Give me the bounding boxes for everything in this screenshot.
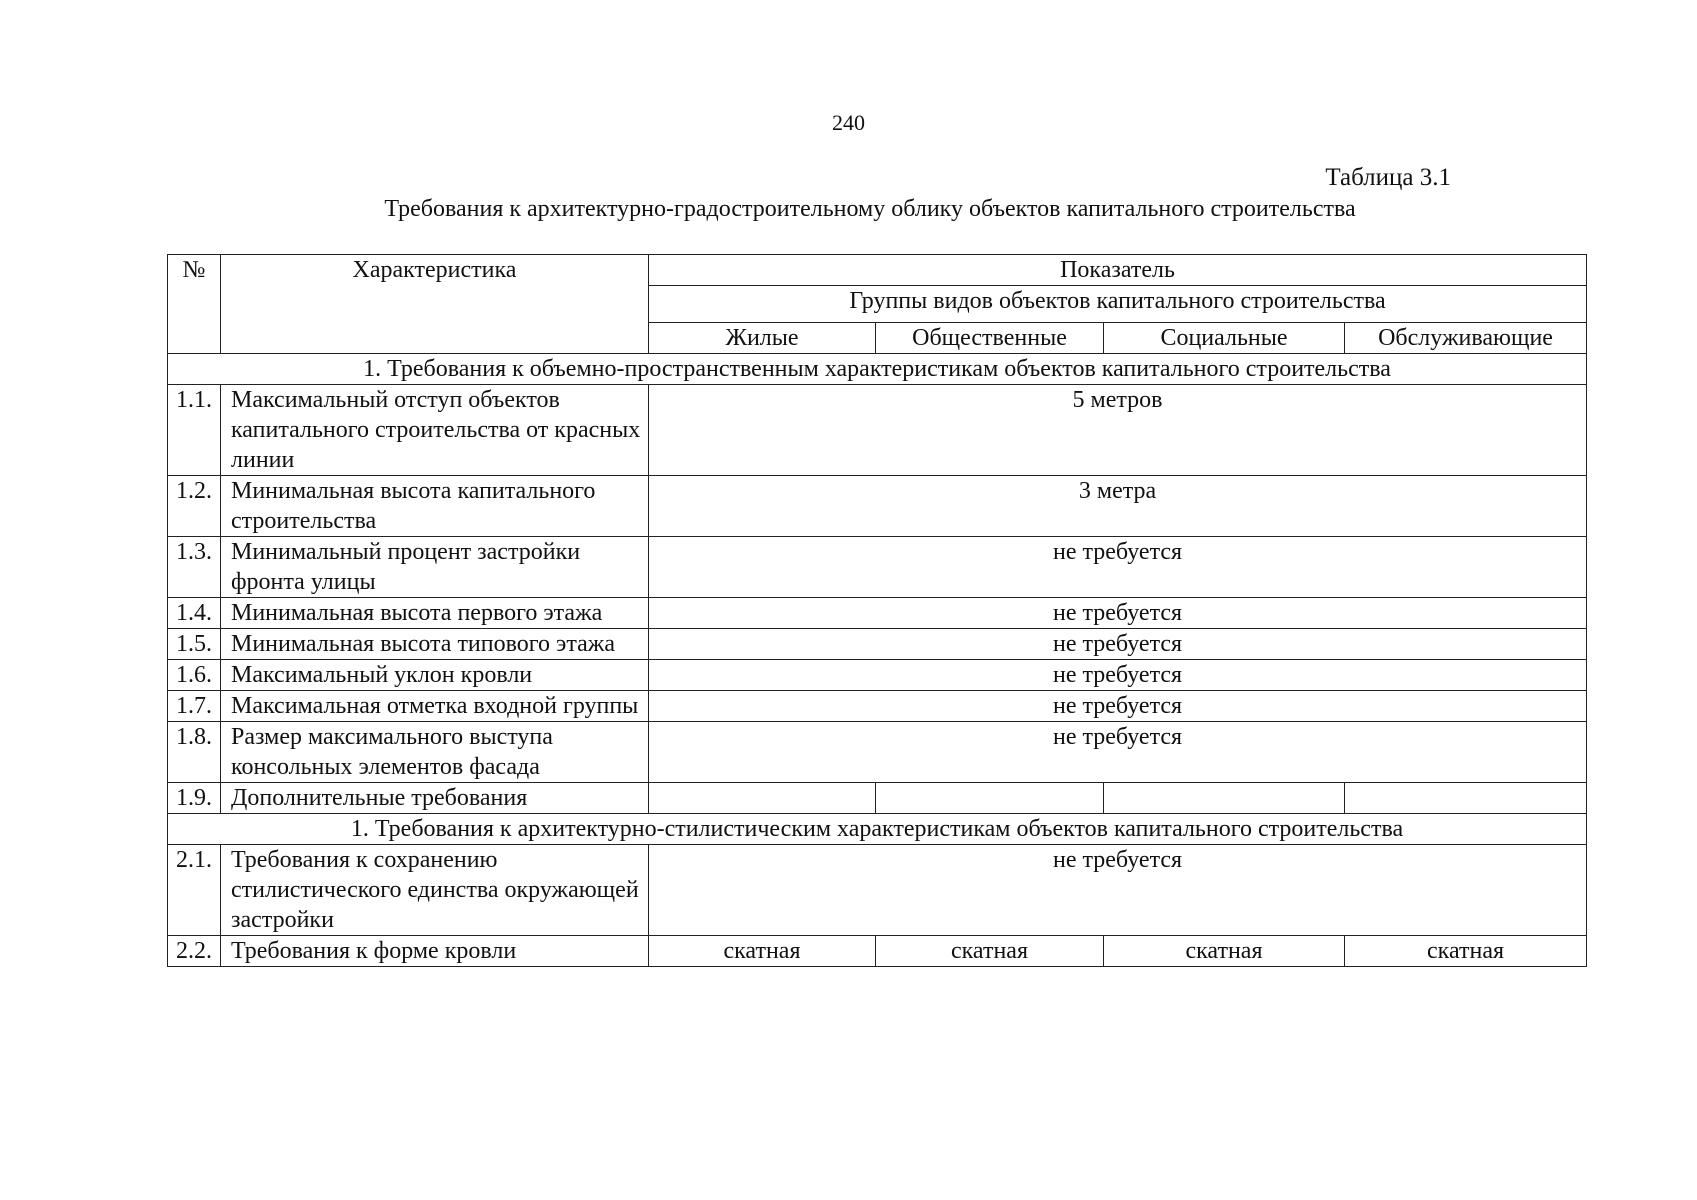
header-num: № — [168, 255, 221, 354]
table-title: Требования к архитектурно-градостроительному облику объектов капитального строительства — [384, 196, 1356, 222]
row-num: 1.5. — [168, 629, 221, 660]
row-value: скатная — [649, 936, 876, 967]
empty-cell — [1104, 783, 1345, 814]
row-label: Дополнительные требования — [221, 783, 649, 814]
row-value: не требуется — [649, 537, 1587, 598]
row-value: 5 метров — [649, 385, 1587, 476]
header-col-service: Обслуживающие — [1345, 323, 1587, 354]
section-row — [168, 354, 1587, 385]
row-label: Требования к форме кровли — [221, 936, 649, 967]
row-label: Максимальный отступ объектов капитального строительства от красных линии — [221, 385, 649, 476]
row-value: не требуется — [649, 660, 1587, 691]
table-row — [168, 660, 1587, 691]
table-row — [168, 783, 1587, 814]
row-value: не требуется — [649, 722, 1587, 783]
row-label: Минимальная высота первого этажа — [221, 598, 649, 629]
section-title: 1. Требования к объемно-пространственным характеристикам объектов капитального строительства — [168, 354, 1587, 385]
table-label: Таблица 3.1 — [1325, 164, 1451, 191]
row-label: Минимальная высота типового этажа — [221, 629, 649, 660]
header-groups: Группы видов объектов капитального строительства — [649, 286, 1587, 323]
row-label: Минимальная высота капитального строительства — [221, 476, 649, 537]
row-value: не требуется — [649, 629, 1587, 660]
row-value: скатная — [876, 936, 1104, 967]
row-value: скатная — [1345, 936, 1587, 967]
requirements-table — [167, 254, 1587, 967]
table-row — [168, 722, 1587, 783]
table-row — [168, 936, 1587, 967]
table-row — [168, 845, 1587, 936]
header-indicator: Показатель — [649, 255, 1587, 286]
row-num: 2.2. — [168, 936, 221, 967]
table-row — [168, 598, 1587, 629]
row-num: 1.8. — [168, 722, 221, 783]
table-header-row — [168, 255, 1587, 286]
row-num: 2.1. — [168, 845, 221, 936]
table-row — [168, 476, 1587, 537]
row-value: не требуется — [649, 598, 1587, 629]
row-num: 1.9. — [168, 783, 221, 814]
row-value: скатная — [1104, 936, 1345, 967]
header-col-public: Общественные — [876, 323, 1104, 354]
row-label: Требования к сохранению стилистического единства окружающей застройки — [221, 845, 649, 936]
row-value: не требуется — [649, 845, 1587, 936]
page-number: 240 — [832, 110, 865, 135]
section-title: 1. Требования к архитектурно-стилистическим характеристикам объектов капитального строительства — [168, 814, 1587, 845]
row-num: 1.6. — [168, 660, 221, 691]
header-characteristic: Характеристика — [221, 255, 649, 354]
row-label: Размер максимального выступа консольных элементов фасада — [221, 722, 649, 783]
row-value: не требуется — [649, 691, 1587, 722]
row-num: 1.7. — [168, 691, 221, 722]
header-col-residential: Жилые — [649, 323, 876, 354]
row-num: 1.3. — [168, 537, 221, 598]
table-row — [168, 537, 1587, 598]
row-label: Максимальная отметка входной группы — [221, 691, 649, 722]
row-num: 1.2. — [168, 476, 221, 537]
row-label: Максимальный уклон кровли — [221, 660, 649, 691]
table-row — [168, 691, 1587, 722]
row-num: 1.1. — [168, 385, 221, 476]
empty-cell — [1345, 783, 1587, 814]
table-row — [168, 385, 1587, 476]
table-row — [168, 629, 1587, 660]
empty-cell — [876, 783, 1104, 814]
row-num: 1.4. — [168, 598, 221, 629]
empty-cell — [649, 783, 876, 814]
row-label: Минимальный процент застройки фронта улицы — [221, 537, 649, 598]
section-row — [168, 814, 1587, 845]
row-value: 3 метра — [649, 476, 1587, 537]
header-col-social: Социальные — [1104, 323, 1345, 354]
